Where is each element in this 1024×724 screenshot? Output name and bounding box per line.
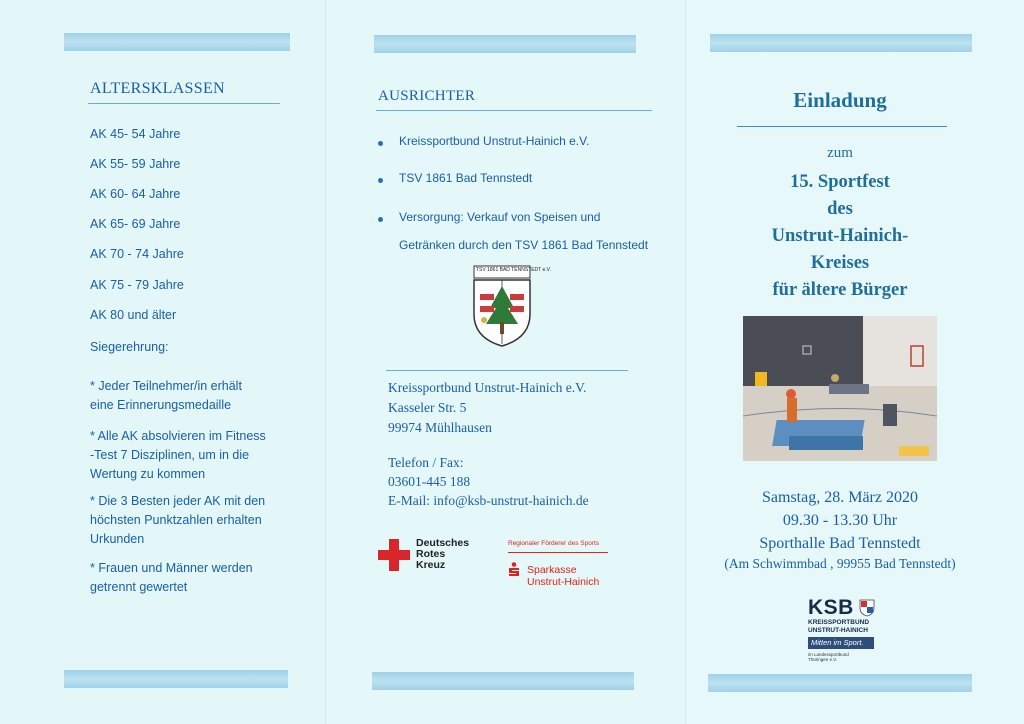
ksb-lines: [808, 619, 869, 634]
age-class: AK 45- 54 Jahre: [90, 127, 181, 141]
sponsor-tagline: Regionaler Förderer des Sports: [508, 540, 600, 547]
contact-block: [388, 453, 589, 510]
note-line: Urkunden: [90, 532, 145, 546]
organizer-item: Versorgung: Verkauf von Speisen und: [399, 210, 601, 224]
age-class: AK 80 und älter: [90, 308, 177, 322]
age-class: AK 60- 64 Jahre: [90, 187, 181, 201]
organizer-item: Kreissportbund Unstrut-Hainich e.V.: [399, 134, 590, 148]
bullet-icon: [378, 217, 383, 222]
contact-label: Telefon / Fax:: [388, 455, 464, 470]
ksb-small-line: Thüringen e.V.: [808, 657, 838, 662]
event-line: Kreises: [810, 253, 870, 273]
phone-number: 03601-445 188: [388, 474, 471, 489]
note-line: höchsten Punktzahlen erhalten: [90, 513, 262, 527]
ksb-slogan: Mitten im Sport.: [808, 637, 874, 649]
age-class: AK 75 - 79 Jahre: [90, 278, 184, 292]
title-rule: [737, 126, 947, 127]
event-date: Samstag, 28. März 2020: [762, 489, 918, 506]
note-line: * Frauen und Männer werden: [90, 561, 253, 575]
note: [90, 427, 266, 484]
ceremony-label: Siegerehrung:: [90, 340, 169, 354]
drk-line: Deutsches: [416, 537, 470, 549]
sparkasse-logo-text: [527, 564, 599, 588]
sports-hall-photo: [743, 316, 937, 461]
note-line: * Die 3 Besten jeder AK mit den: [90, 494, 266, 508]
organizer-item: TSV 1861 Bad Tennstedt: [399, 171, 533, 185]
event-line: für ältere Bürger: [772, 280, 908, 300]
heading-rule: [376, 110, 652, 111]
top-band: [64, 33, 290, 51]
tsv-crest-icon: [470, 264, 534, 348]
bullet-icon: [378, 178, 383, 183]
event-line: des: [827, 199, 853, 219]
drk-line: Kreuz: [416, 559, 446, 571]
bottom-band: [708, 674, 972, 692]
event-venue-address: (Am Schwimmbad , 99955 Bad Tennstedt): [724, 556, 956, 571]
crest-text: TSV 1861 BAD TENNSTEDT e.V.: [476, 267, 551, 273]
panel-middle: [326, 0, 686, 724]
sparkasse-line: Sparkasse: [527, 564, 577, 576]
age-class: AK 70 - 74 Jahre: [90, 247, 184, 261]
age-class: AK 55- 59 Jahre: [90, 157, 181, 171]
top-band: [710, 34, 972, 52]
invitation-title: Einladung: [793, 88, 887, 112]
heading-altersklassen: ALTERSKLASSEN: [90, 80, 225, 97]
drk-line: Rotes: [416, 548, 446, 560]
sponsor-rule: [508, 552, 608, 553]
ksb-line: UNSTRUT-HAINICH: [808, 626, 868, 634]
sparkasse-line: Unstrut-Hainich: [527, 576, 600, 588]
note-line: getrennt gewertet: [90, 580, 188, 594]
note-line: eine Erinnerungsmedaille: [90, 398, 232, 412]
ksb-small-line: im Landessportbund: [808, 652, 849, 657]
note-line: -Test 7 Disziplinen, um in die: [90, 448, 250, 462]
drk-logo-text: [416, 538, 469, 571]
address-line: Kasseler Str. 5: [388, 400, 467, 415]
bottom-band: [372, 672, 634, 690]
note-line: Wertung zu kommen: [90, 467, 206, 481]
age-class: AK 65- 69 Jahre: [90, 217, 181, 231]
bullet-icon: [378, 141, 383, 146]
event-venue: Sporthalle Bad Tennstedt: [759, 535, 921, 552]
fold-line: [325, 0, 327, 724]
invitation-zum: zum: [827, 145, 853, 161]
ksb-crest-icon: [859, 599, 875, 617]
email-link[interactable]: E-Mail: info@ksb-unstrut-hainich.de: [388, 493, 589, 508]
note: [90, 377, 242, 415]
sparkasse-icon: [508, 562, 520, 576]
event-line: Unstrut-Hainich-: [771, 226, 909, 246]
fold-line: [685, 0, 687, 724]
bottom-band: [64, 670, 288, 688]
address-block: [388, 378, 586, 438]
note-line: * Alle AK absolvieren im Fitness: [90, 429, 266, 443]
note: [90, 559, 253, 597]
event-line: 15. Sportfest: [790, 172, 890, 192]
note: [90, 492, 265, 549]
separator-rule: [386, 370, 628, 371]
organizer-item-cont: Getränken durch den TSV 1861 Bad Tennstedt: [399, 238, 649, 252]
note-line: * Jeder Teilnehmer/in erhält: [90, 379, 242, 393]
top-band: [374, 35, 636, 53]
heading-rule: [88, 103, 280, 104]
panel-left: [0, 0, 326, 724]
address-line: 99974 Mühlhausen: [388, 420, 492, 435]
heading-ausrichter: AUSRICHTER: [378, 88, 476, 104]
ksb-logo: KSB: [808, 596, 854, 619]
address-line: Kreissportbund Unstrut-Hainich e.V.: [388, 380, 587, 395]
ksb-small: [808, 652, 849, 662]
ksb-line: KREISSPORTBUND: [808, 619, 870, 626]
red-cross-icon: [378, 539, 410, 571]
event-time: 09.30 - 13.30 Uhr: [782, 512, 898, 529]
event-title: [720, 169, 960, 304]
